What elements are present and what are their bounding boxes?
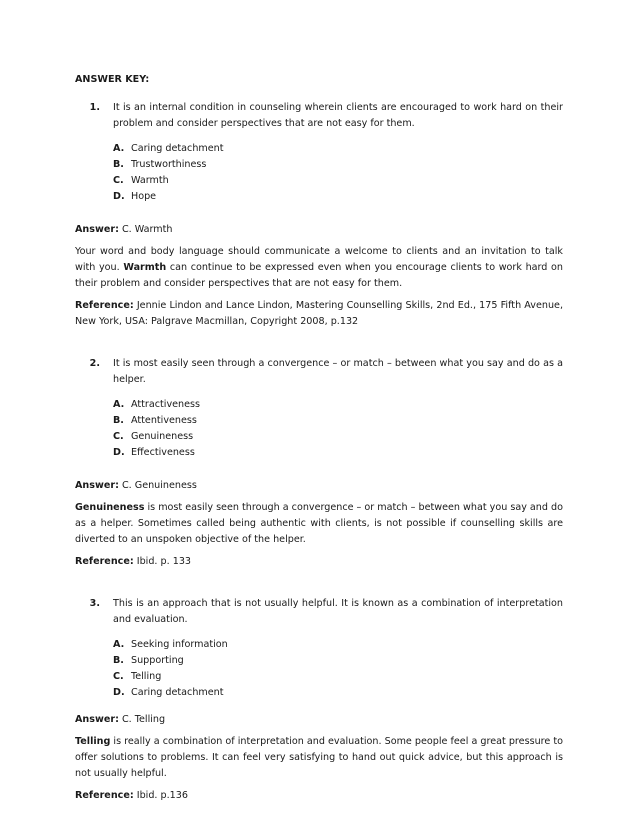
option-letter: A. bbox=[113, 143, 125, 154]
reference-label: Reference: bbox=[75, 556, 134, 567]
option-item bbox=[113, 141, 563, 157]
explanation-keyword: Warmth bbox=[123, 262, 167, 273]
option-text: Genuineness bbox=[131, 431, 194, 442]
explanation-post: is really a combination of interpretation and evaluation. Some people feel a great pressure to offer solutions to problems. It can feel very satisfying to hand out quick advice, but this approach is not usually helpful. bbox=[75, 736, 563, 779]
option-item bbox=[113, 445, 563, 461]
explanation-post: can continue to be expressed even when you encourage clients to work hard on their problem and consider perspectives that are not easy for them. bbox=[75, 262, 563, 289]
question-block-3 bbox=[75, 596, 563, 804]
explanation bbox=[75, 500, 563, 548]
question-text: It is most easily seen through a convergence – or match – between what you say and do as a helper. bbox=[113, 358, 563, 385]
question-block-2 bbox=[75, 356, 563, 570]
reference-label: Reference: bbox=[75, 790, 134, 801]
option-text: Supporting bbox=[131, 655, 184, 666]
question-number: 2. bbox=[89, 358, 100, 369]
option-letter: B. bbox=[113, 415, 124, 426]
reference-line bbox=[75, 298, 563, 330]
option-letter: D. bbox=[113, 191, 125, 202]
answer-value: C. Telling bbox=[121, 714, 166, 725]
explanation-keyword: Telling bbox=[75, 736, 111, 747]
explanation-post: is most easily seen through a convergence – or match – between what you say and do as a helper. Sometimes called being authentic with clients, is not possible if counselling skills are diverted to an unspoken objective of the helper. bbox=[75, 502, 563, 545]
question bbox=[75, 356, 563, 388]
option-item bbox=[113, 669, 563, 685]
explanation bbox=[75, 244, 563, 292]
question-block-1 bbox=[75, 100, 563, 330]
option-letter: C. bbox=[113, 671, 124, 682]
option-letter: C. bbox=[113, 175, 124, 186]
option-item bbox=[113, 413, 563, 429]
reference-label: Reference: bbox=[75, 300, 134, 311]
option-item bbox=[113, 429, 563, 445]
reference-text: Ibid. p. 133 bbox=[136, 556, 192, 567]
option-letter: B. bbox=[113, 655, 124, 666]
option-item bbox=[113, 653, 563, 669]
answer-value: C. Warmth bbox=[121, 224, 173, 235]
option-letter: B. bbox=[113, 159, 124, 170]
option-text: Caring detachment bbox=[131, 143, 224, 154]
option-list bbox=[113, 141, 563, 205]
answer-label: Answer: bbox=[75, 480, 119, 491]
explanation-keyword: Genuineness bbox=[75, 502, 145, 513]
option-item bbox=[113, 173, 563, 189]
option-letter: C. bbox=[113, 431, 124, 442]
option-letter: D. bbox=[113, 687, 125, 698]
answer-line bbox=[75, 478, 563, 494]
option-item bbox=[113, 637, 563, 653]
option-text: Warmth bbox=[131, 175, 169, 186]
option-text: Telling bbox=[131, 671, 162, 682]
answer-label: Answer: bbox=[75, 224, 119, 235]
question bbox=[75, 596, 563, 628]
option-text: Attractiveness bbox=[131, 399, 201, 410]
answer-line bbox=[75, 712, 563, 728]
explanation bbox=[75, 734, 563, 782]
option-item bbox=[113, 189, 563, 205]
reference-text: Ibid. p.136 bbox=[136, 790, 188, 801]
question-text: This is an approach that is not usually helpful. It is known as a combination of interpretation and evaluation. bbox=[113, 598, 563, 625]
option-text: Attentiveness bbox=[131, 415, 197, 426]
answer-value: C. Genuineness bbox=[121, 480, 197, 491]
reference-line bbox=[75, 788, 563, 804]
option-list bbox=[113, 637, 563, 701]
reference-text: Jennie Lindon and Lance Lindon, Mastering Counselling Skills, 2nd Ed., 175 Fifth Avenue, New York, USA: Palgrave Macmillan, Copyright 2008, p.132 bbox=[75, 300, 563, 327]
question-number: 1. bbox=[89, 102, 100, 113]
option-letter: A. bbox=[113, 639, 125, 650]
option-text: Seeking information bbox=[131, 639, 228, 650]
option-item bbox=[113, 685, 563, 701]
option-text: Trustworthiness bbox=[131, 159, 207, 170]
reference-line bbox=[75, 554, 563, 570]
option-letter: A. bbox=[113, 399, 125, 410]
explanation-pre: Your word and body language should communicate a welcome to clients and an invitation to talk with you. bbox=[75, 246, 563, 273]
option-text: Caring detachment bbox=[131, 687, 224, 698]
option-list bbox=[113, 397, 563, 461]
answer-line bbox=[75, 222, 563, 238]
question-number: 3. bbox=[89, 598, 100, 609]
option-item bbox=[113, 397, 563, 413]
option-letter: D. bbox=[113, 447, 125, 458]
option-item bbox=[113, 157, 563, 173]
option-text: Hope bbox=[131, 191, 157, 202]
question bbox=[75, 100, 563, 132]
option-text: Effectiveness bbox=[131, 447, 195, 458]
question-text: It is an internal condition in counseling wherein clients are encouraged to work hard on their problem and consider perspectives that are not easy for them. bbox=[113, 102, 563, 129]
page-title: ANSWER KEY: bbox=[75, 74, 150, 85]
answer-label: Answer: bbox=[75, 714, 119, 725]
answer-key-document bbox=[75, 72, 563, 804]
